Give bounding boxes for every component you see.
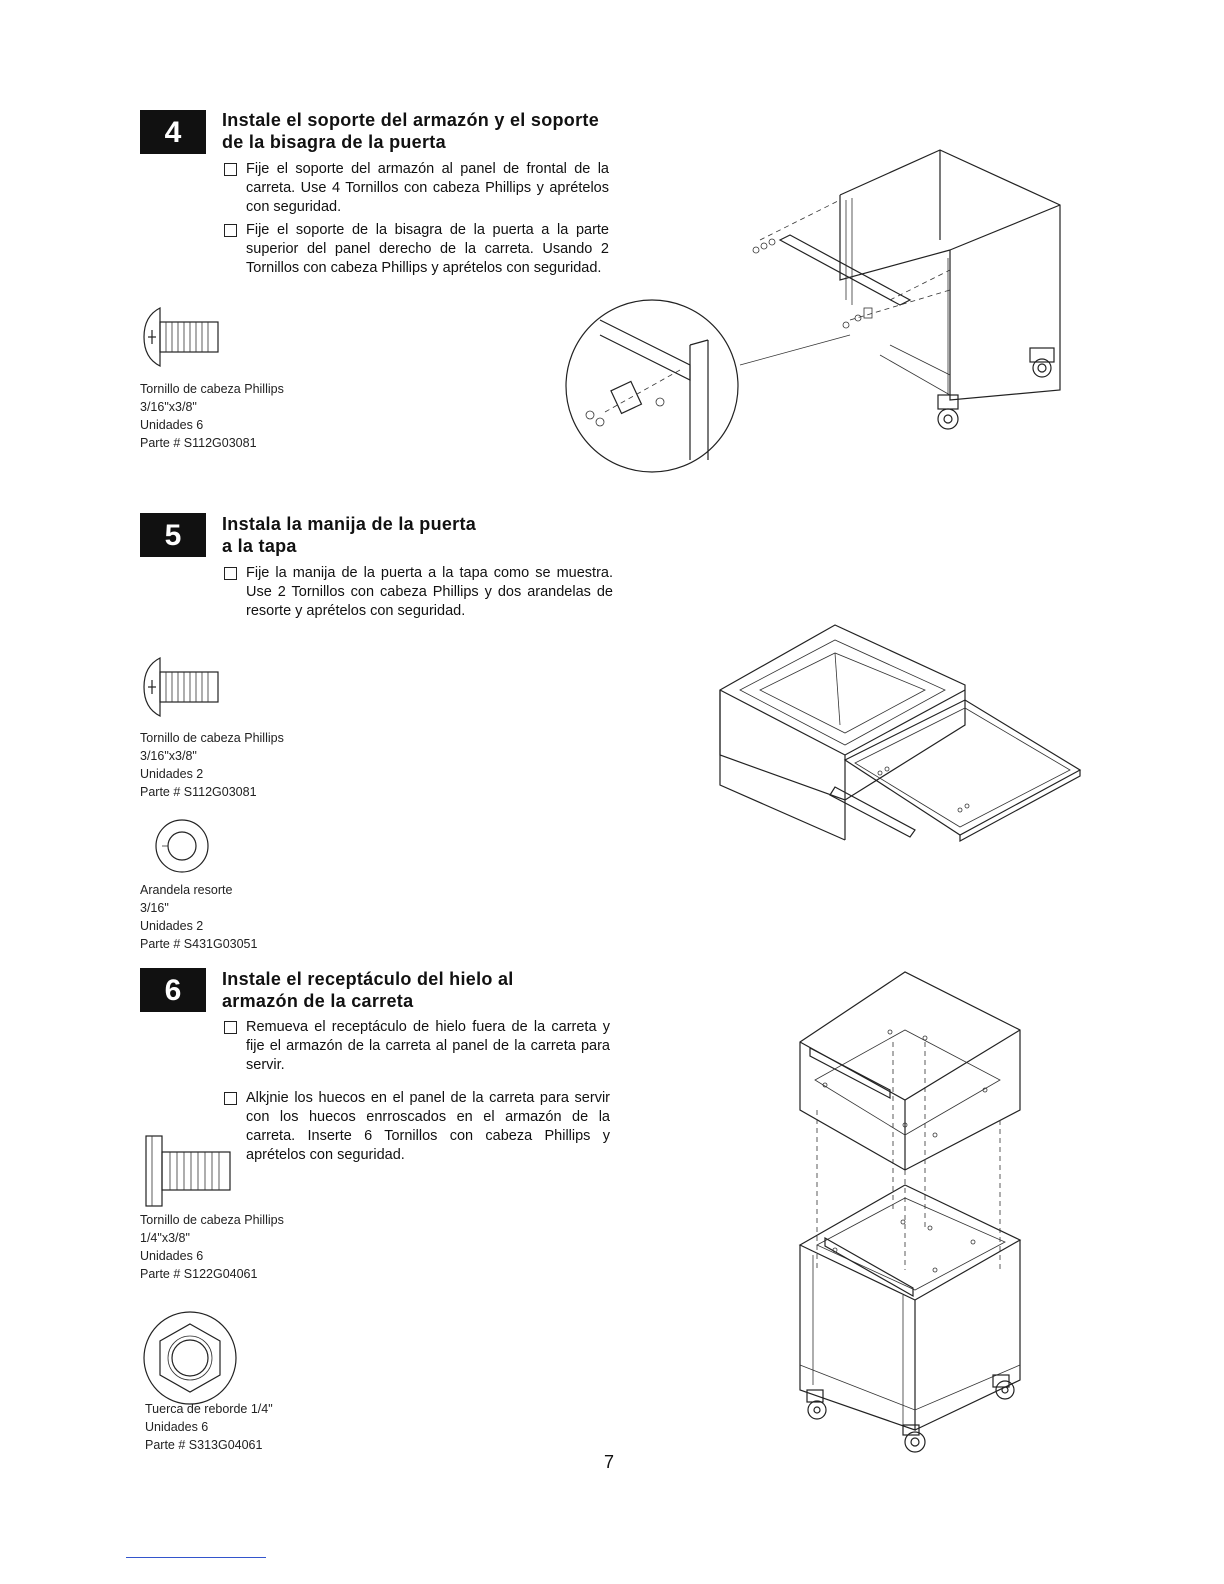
part-label-nut xyxy=(145,1400,273,1454)
step-6-title-line-2: armazón de la carreta xyxy=(222,991,414,1011)
page-number: 7 xyxy=(604,1452,615,1472)
instruction-text: Remueva el receptáculo de hielo fuera de la carreta y fije el armazón de la carreta al panel de la carreta para servir. xyxy=(246,1019,610,1073)
step-5-instruction-1 xyxy=(224,564,613,621)
flange-nut-icon xyxy=(142,1310,238,1406)
checkbox xyxy=(224,1021,237,1034)
step-4-instruction-1 xyxy=(224,160,609,217)
step-6-instruction-2 xyxy=(224,1089,610,1165)
phillips-screw-icon xyxy=(144,1134,234,1208)
step-6-number: 6 xyxy=(164,974,182,1007)
part-number: Parte # S112G03081 xyxy=(140,785,257,799)
step-5-title-line-2: a la tapa xyxy=(222,536,297,556)
step-6-number-box xyxy=(140,968,206,1012)
step-4-number-box xyxy=(140,110,206,154)
step-5-ice-bin-illustration xyxy=(715,615,1085,855)
step-4-instruction-2 xyxy=(224,221,609,278)
step-6-title-line-1: Instale el receptáculo del hielo al xyxy=(222,969,514,989)
part-name: Tornillo de cabeza Phillips xyxy=(140,731,284,745)
part-size: 3/16"x3/8" xyxy=(140,400,197,414)
part-number: Parte # S122G04061 xyxy=(140,1267,258,1281)
step-4-cart-frame-illustration xyxy=(560,140,1080,485)
part-number: Parte # S112G03081 xyxy=(140,436,257,450)
phillips-screw-icon xyxy=(142,306,222,368)
part-label-washer xyxy=(140,881,257,953)
part-name: Arandela resorte xyxy=(140,883,233,897)
step-6-title xyxy=(222,968,514,1012)
part-quantity: Unidades 6 xyxy=(140,1249,204,1263)
part-label-screw xyxy=(140,380,284,452)
footer-rule xyxy=(126,1557,266,1558)
part-size: 1/4"x3/8" xyxy=(140,1231,190,1245)
checkbox xyxy=(224,224,237,237)
part-size: 3/16"x3/8" xyxy=(140,749,197,763)
checkbox xyxy=(224,567,237,580)
part-quantity: Unidades 6 xyxy=(140,418,204,432)
step-5-title-line-1: Instala la manija de la puerta xyxy=(222,514,477,534)
instruction-text: Fije el soporte del armazón al panel de frontal de la carreta. Use 4 Tornillos con cabeza Phillips y aprételos con seguridad. xyxy=(246,161,609,215)
part-label-screw xyxy=(140,1211,284,1283)
part-label-screw xyxy=(140,729,284,801)
step-5-number-box xyxy=(140,513,206,557)
spring-washer-icon xyxy=(154,818,210,874)
instruction-text: Fije el soporte de la bisagra de la puerta a la parte superior del panel derecho de la carreta. Usando 2 Tornillos con cabeza Phillips y aprételos con seguridad. xyxy=(246,222,609,276)
step-5-title xyxy=(222,513,476,557)
part-quantity: Unidades 6 xyxy=(145,1420,209,1434)
part-quantity: Unidades 2 xyxy=(140,767,204,781)
part-size: 3/16" xyxy=(140,901,169,915)
part-number: Parte # S431G03051 xyxy=(140,937,258,951)
part-number: Parte # S313G04061 xyxy=(145,1438,263,1452)
part-name-size: Tuerca de reborde 1/4" xyxy=(145,1402,273,1416)
checkbox xyxy=(224,1092,237,1105)
instruction-text: Fije la manija de la puerta a la tapa como se muestra. Use 2 Tornillos con cabeza Phillips y dos arandelas de resorte y aprételos con seguridad. xyxy=(246,565,613,619)
part-name: Tornillo de cabeza Phillips xyxy=(140,382,284,396)
checkbox xyxy=(224,163,237,176)
step-4-title-line-2: de la bisagra de la puerta xyxy=(222,132,446,152)
part-quantity: Unidades 2 xyxy=(140,919,204,933)
part-name: Tornillo de cabeza Phillips xyxy=(140,1213,284,1227)
step-6-cart-assembly-illustration xyxy=(795,970,1030,1455)
step-5-number: 5 xyxy=(164,519,182,552)
instruction-text: Alkjnie los huecos en el panel de la carreta para servir con los huecos enrroscados en el armazón de la carreta. Inserte 6 Tornillos con cabeza Phillips y aprételos con seguridad. xyxy=(246,1090,610,1163)
step-4-title-line-1: Instale el soporte del armazón y el soporte xyxy=(222,110,600,130)
step-6-instruction-1 xyxy=(224,1018,610,1075)
step-4-number: 4 xyxy=(164,116,182,149)
step-4-title xyxy=(222,109,599,153)
phillips-screw-icon xyxy=(142,656,222,718)
